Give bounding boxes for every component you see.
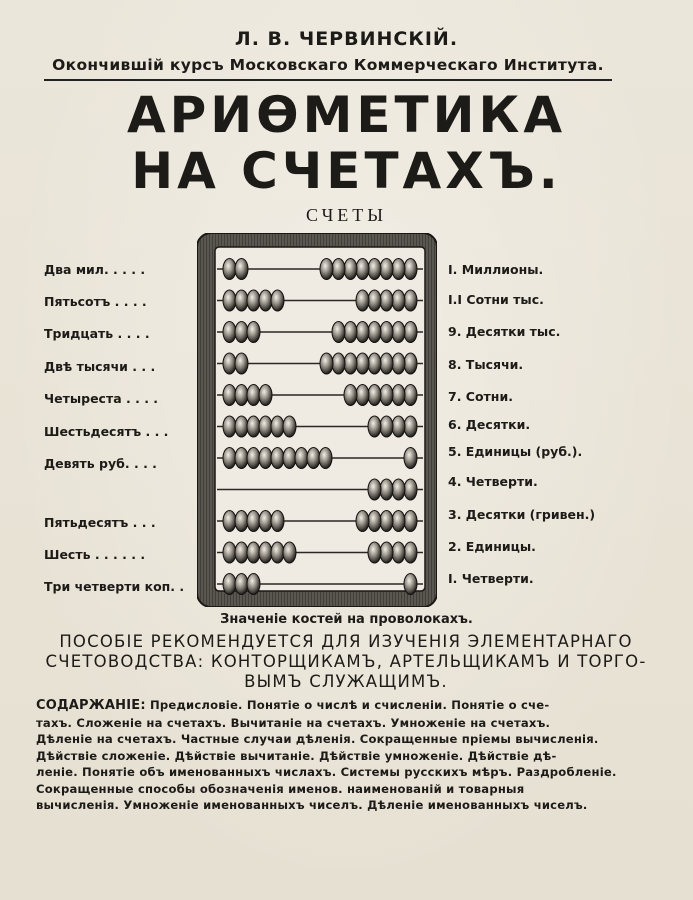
abacus-bead bbox=[356, 290, 369, 311]
header-rule bbox=[44, 79, 612, 81]
right-label: 5. Единицы (руб.). bbox=[448, 444, 583, 459]
abacus-bead bbox=[404, 322, 417, 343]
right-label: I. Миллионы. bbox=[448, 262, 544, 277]
contents-block bbox=[36, 697, 656, 814]
abacus-bead bbox=[247, 448, 260, 469]
abacus-bead bbox=[404, 448, 417, 469]
abacus-bead bbox=[247, 322, 260, 343]
abacus-bead bbox=[344, 259, 357, 280]
abacus-bead bbox=[404, 574, 417, 595]
abacus-bead bbox=[271, 448, 284, 469]
right-label: 8. Тысячи. bbox=[448, 357, 524, 372]
abacus-bead bbox=[223, 511, 236, 532]
abacus-bead bbox=[380, 511, 393, 532]
left-label: Шестьдесятъ . . . bbox=[44, 424, 169, 439]
contents-line: Сокращенные способы обозначенія именов. наименованій и товарныя bbox=[36, 781, 525, 796]
abacus-bead bbox=[247, 416, 260, 437]
abacus-bead bbox=[259, 290, 272, 311]
abacus-bead bbox=[404, 385, 417, 406]
abacus-bead bbox=[344, 385, 357, 406]
recommend-line: СЧЕТОВОДСТВА: КОНТОРЩИКАМЪ, АРТЕЛЬЩИКАМЪ И ТОРГО- bbox=[45, 652, 647, 671]
left-label: Тридцать . . . . bbox=[44, 326, 150, 341]
abacus-bead bbox=[404, 259, 417, 280]
abacus-bead bbox=[404, 290, 417, 311]
right-label: 4. Четверти. bbox=[448, 474, 538, 489]
abacus-bead bbox=[368, 290, 381, 311]
abacus-bead bbox=[235, 290, 248, 311]
abacus-bead bbox=[356, 511, 369, 532]
abacus-bead bbox=[235, 385, 248, 406]
right-label: 6. Десятки. bbox=[448, 417, 531, 432]
abacus-bead bbox=[319, 448, 332, 469]
abacus-bead bbox=[392, 322, 405, 343]
left-label: Шесть . . . . . . bbox=[44, 547, 146, 562]
left-label: Пятьдесятъ . . . bbox=[44, 515, 156, 530]
abacus-bead bbox=[392, 542, 405, 563]
contents-line: тахъ. Сложеніе на счетахъ. Вычитаніе на счетахъ. Умноженіе на счетахъ. bbox=[36, 715, 551, 730]
abacus-bead bbox=[235, 416, 248, 437]
contents-line: Предисловіе. Понятіе о числѣ и счисленіи. Понятіе о сче- bbox=[149, 698, 550, 712]
abacus-bead bbox=[271, 542, 284, 563]
abacus-bead bbox=[392, 479, 405, 500]
contents-line: вычисленія. Умноженіе именованныхъ чиселъ. Дѣленіе именованныхъ чиселъ. bbox=[36, 798, 588, 812]
abacus-bead bbox=[368, 479, 381, 500]
abacus-bead bbox=[259, 542, 272, 563]
abacus-bead bbox=[320, 353, 333, 374]
abacus-bead bbox=[380, 416, 393, 437]
recommendation bbox=[36, 632, 656, 692]
abacus-bead bbox=[235, 322, 248, 343]
recommend-line: ПОСОБІЕ РЕКОМЕНДУЕТСЯ ДЛЯ ИЗУЧЕНІЯ ЭЛЕМЕНТАРНАГО bbox=[59, 632, 633, 651]
abacus-bead bbox=[283, 448, 296, 469]
abacus-bead bbox=[283, 542, 296, 563]
abacus-bead bbox=[380, 542, 393, 563]
abacus-bead bbox=[392, 416, 405, 437]
recommend-line: ВЫМЪ СЛУЖАЩИМЪ. bbox=[244, 672, 448, 691]
abacus-bead bbox=[332, 322, 345, 343]
abacus-bead bbox=[332, 259, 345, 280]
abacus-bead bbox=[259, 416, 272, 437]
abacus-bead bbox=[380, 353, 393, 374]
title-line-1: АРИѲМЕТИКА bbox=[126, 86, 567, 144]
abacus-bead bbox=[368, 416, 381, 437]
abacus-bead bbox=[271, 290, 284, 311]
abacus-bead bbox=[259, 385, 272, 406]
figure-caption: Значеніе костей на проволокахъ. bbox=[220, 612, 473, 627]
right-label: 2. Единицы. bbox=[448, 539, 536, 554]
abacus-bead bbox=[368, 511, 381, 532]
author-credentials: Окончившій курсъ Московскаго Коммерческаго Института. bbox=[52, 56, 604, 74]
abacus-bead bbox=[283, 416, 296, 437]
abacus-bead bbox=[392, 353, 405, 374]
abacus-bead bbox=[368, 542, 381, 563]
abacus-bead bbox=[332, 353, 345, 374]
abacus-bead bbox=[404, 542, 417, 563]
right-label: 3. Десятки (гривен.) bbox=[448, 507, 596, 522]
abacus-bead bbox=[271, 511, 284, 532]
abacus-bead bbox=[380, 385, 393, 406]
abacus-bead bbox=[259, 448, 272, 469]
abacus-bead bbox=[404, 479, 417, 500]
abacus-bead bbox=[368, 353, 381, 374]
abacus-bead bbox=[392, 290, 405, 311]
abacus-bead bbox=[235, 448, 248, 469]
abacus-bead bbox=[247, 574, 260, 595]
abacus-bead bbox=[223, 448, 236, 469]
right-label: I.I Сотни тыс. bbox=[448, 292, 544, 307]
abacus-bead bbox=[404, 353, 417, 374]
contents-heading: СОДАРЖАНІЕ: bbox=[36, 698, 146, 713]
abacus-bead bbox=[247, 542, 260, 563]
abacus-bead bbox=[380, 259, 393, 280]
left-label: Два мил. . . . . bbox=[44, 262, 146, 277]
right-label: 9. Десятки тыс. bbox=[448, 324, 561, 339]
abacus-bead bbox=[392, 511, 405, 532]
abacus-bead bbox=[404, 511, 417, 532]
abacus-bead bbox=[356, 385, 369, 406]
abacus-bead bbox=[235, 259, 248, 280]
abacus-bead bbox=[344, 353, 357, 374]
abacus-bead bbox=[380, 479, 393, 500]
abacus-bead bbox=[368, 259, 381, 280]
abacus-bead bbox=[320, 259, 333, 280]
abacus-bead bbox=[356, 259, 369, 280]
contents-line: Дѣленіе на счетахъ. Частные случаи дѣленія. Сокращенные пріемы вычисленія. bbox=[36, 732, 599, 746]
right-label: I. Четверти. bbox=[448, 571, 534, 586]
abacus-bead bbox=[247, 385, 260, 406]
abacus-bead bbox=[356, 353, 369, 374]
abacus-bead bbox=[368, 385, 381, 406]
abacus-bead bbox=[223, 353, 236, 374]
abacus-bead bbox=[223, 259, 236, 280]
abacus-bead bbox=[223, 290, 236, 311]
abacus-bead bbox=[235, 542, 248, 563]
left-label: Девять руб. . . . bbox=[44, 456, 157, 471]
abacus-bead bbox=[235, 511, 248, 532]
abacus-bead bbox=[356, 322, 369, 343]
right-label: 7. Сотни. bbox=[448, 389, 513, 404]
abacus-bead bbox=[392, 385, 405, 406]
contents-line: леніе. Понятіе объ именованныхъ числахъ. Системы русскихъ мѣръ. Раздробленіе. bbox=[36, 765, 617, 779]
abacus-illustration bbox=[197, 233, 437, 607]
abacus-bead bbox=[344, 322, 357, 343]
abacus-bead bbox=[247, 290, 260, 311]
left-label: Двѣ тысячи . . . bbox=[44, 359, 156, 374]
abacus-bead bbox=[223, 416, 236, 437]
figure-label: СЧЕТЫ bbox=[306, 205, 387, 225]
abacus-bead bbox=[307, 448, 320, 469]
abacus-bead bbox=[380, 322, 393, 343]
abacus-bead bbox=[404, 416, 417, 437]
abacus-bead bbox=[223, 385, 236, 406]
abacus-bead bbox=[392, 259, 405, 280]
abacus-bead bbox=[380, 290, 393, 311]
title-line-2: НА СЧЕТАХЪ. bbox=[131, 142, 562, 200]
abacus-bead bbox=[259, 511, 272, 532]
abacus-bead bbox=[223, 574, 236, 595]
abacus-bead bbox=[235, 574, 248, 595]
abacus-bead bbox=[247, 511, 260, 532]
abacus-bead bbox=[271, 416, 284, 437]
abacus-bead bbox=[223, 322, 236, 343]
left-label: Три четверти коп. . bbox=[44, 579, 185, 594]
abacus-bead bbox=[295, 448, 308, 469]
abacus-bead bbox=[235, 353, 248, 374]
author-name: Л. В. ЧЕРВИНСКІЙ. bbox=[234, 28, 459, 50]
left-label: Четыреста . . . . bbox=[44, 391, 159, 406]
left-label: Пятьсотъ . . . . bbox=[44, 294, 147, 309]
contents-line: Дѣйствіе сложеніе. Дѣйствіе вычитаніе. Дѣйствіе умноженіе. Дѣйствіе дѣ- bbox=[36, 748, 557, 763]
abacus-bead bbox=[223, 542, 236, 563]
abacus-bead bbox=[368, 322, 381, 343]
